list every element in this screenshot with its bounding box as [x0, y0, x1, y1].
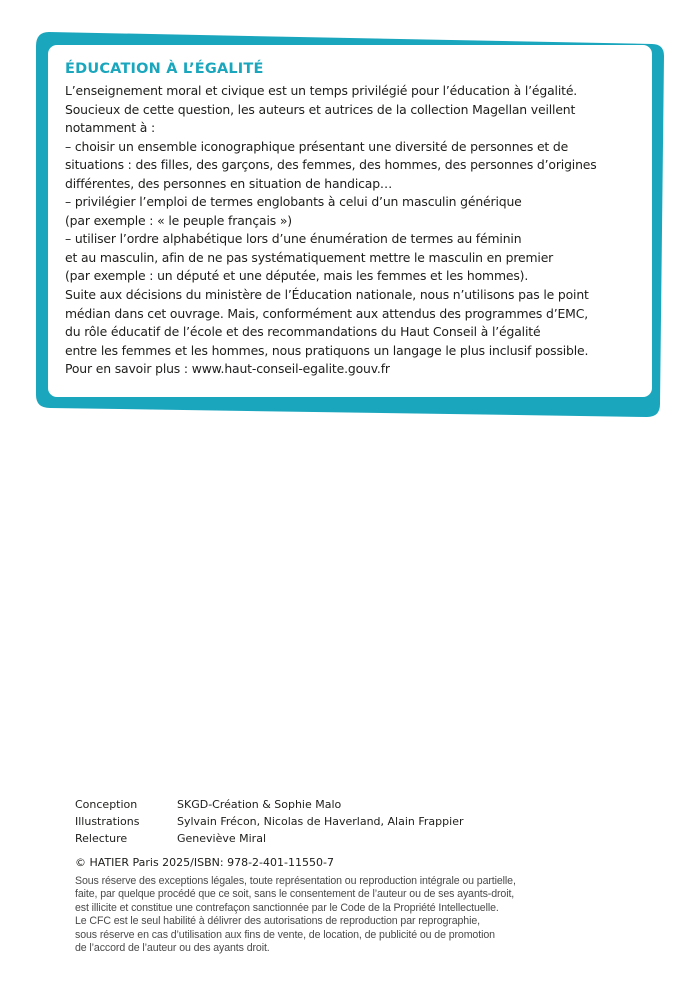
credit-role: Illustrations [75, 815, 140, 828]
box-text [65, 82, 645, 379]
legal-line: Sous réserve des exceptions légales, toute représentation ou reproduction intégrale ou partielle, [75, 875, 516, 887]
box-line: – privilégier l’emploi de termes englobants à celui d’un masculin générique [65, 194, 522, 210]
credit-name: SKGD-Création & Sophie Malo [177, 798, 342, 811]
credit-name: Sylvain Frécon, Nicolas de Haverland, Alain Frappier [177, 815, 464, 828]
box-title: ÉDUCATION À L’ÉGALITÉ [65, 61, 264, 77]
box-line: – choisir un ensemble iconographique présentant une diversité de personnes et de [65, 138, 569, 154]
box-line: Soucieux de cette question, les auteurs et autrices de la collection Magellan veillent [65, 101, 576, 117]
box-line: entre les femmes et les hommes, nous pratiquons un langage le plus inclusif possible. [65, 342, 589, 358]
box-line: (par exemple : « le peuple français ») [65, 212, 292, 228]
box-line: (par exemple : un député et une députée, mais les femmes et les hommes). [65, 268, 529, 284]
box-line: L’enseignement moral et civique est un temps privilégié pour l’éducation à l’égalité. [65, 83, 578, 98]
legal-line: est illicite et constitue une contrefaçon sanctionnée par le Code de la Propriété Intellectuelle. [75, 901, 499, 914]
box-line: notamment à : [65, 120, 156, 136]
credit-row [75, 830, 463, 847]
legal-line: Le CFC est le seul habilité à délivrer des autorisations de reproduction par reprographie, [75, 915, 480, 928]
box-line: Pour en savoir plus : www.haut-conseil-egalite.gouv.fr [65, 361, 390, 377]
credit-row [75, 813, 463, 830]
box-line: – utiliser l’ordre alphabétique lors d’une énumération de termes au féminin [65, 231, 522, 247]
legal-line: sous réserve en cas d’utilisation aux fins de vente, de location, de publicité ou de promotion [75, 928, 495, 941]
copyright-line: © HATIER Paris 2025/ISBN: 978-2-401-11550-7 [75, 856, 334, 869]
equality-box [53, 45, 645, 395]
legal-line: faite, par quelque procédé que ce soit, sans le consentement de l’auteur ou de ses ayants-droit, [75, 888, 515, 901]
box-line: médian dans cet ouvrage. Mais, conformément aux attendus des programmes d’EMC, [65, 305, 588, 321]
credit-name: Geneviève Miral [177, 832, 267, 845]
box-line: du rôle éducatif de l’école et des recommandations du Haut Conseil à l’égalité [65, 324, 541, 340]
credit-role: Conception [75, 798, 138, 811]
box-line: différentes, des personnes en situation de handicap… [65, 175, 393, 191]
box-line: et au masculin, afin de ne pas systématiquement mettre le masculin en premier [65, 249, 554, 265]
box-line: Suite aux décisions du ministère de l’Éducation nationale, nous n’utilisons pas le point [65, 287, 589, 303]
legal-notice [75, 875, 635, 955]
credits [75, 796, 463, 847]
legal-line: de l’accord de l’auteur ou des ayants droit. [75, 942, 270, 955]
credit-role: Relecture [75, 832, 128, 845]
credit-row [75, 796, 463, 813]
box-line: situations : des filles, des garçons, des femmes, des hommes, des personnes d’origines [65, 157, 597, 173]
